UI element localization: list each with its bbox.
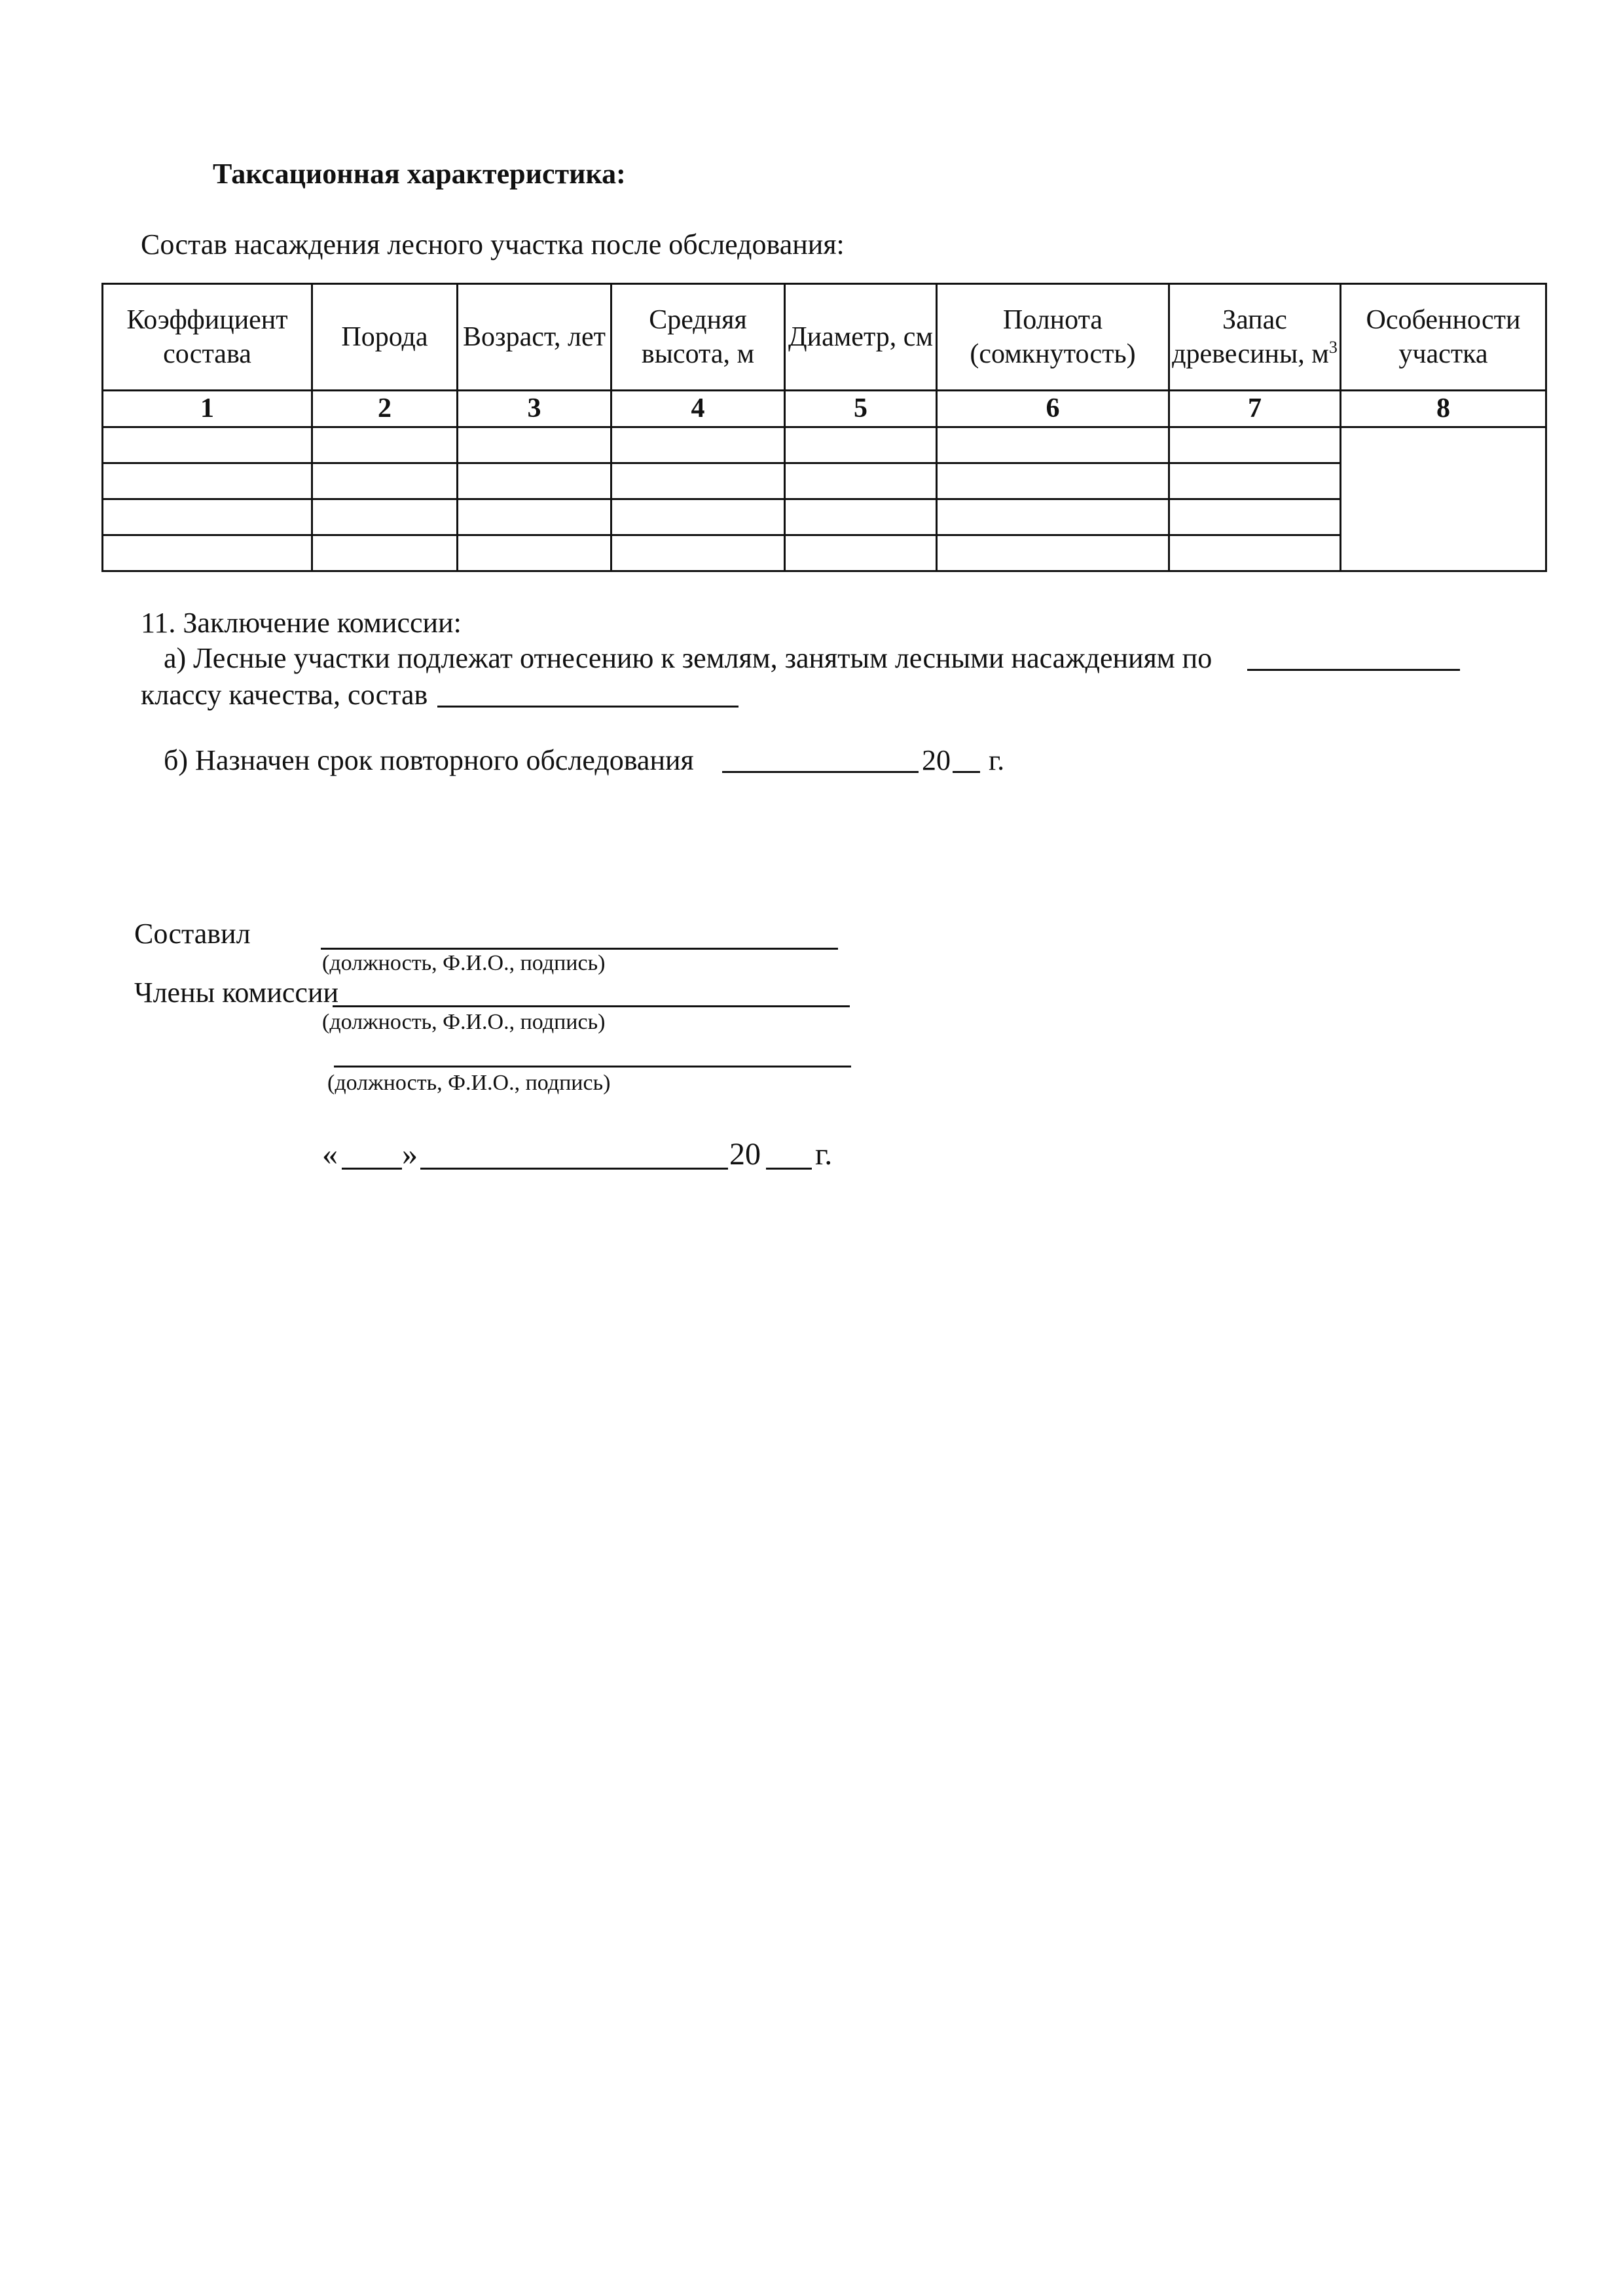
table-cell[interactable] (1169, 499, 1341, 535)
column-number: 7 (1169, 391, 1341, 427)
table-row (103, 499, 1546, 535)
reinspection-year-suffix: г. (989, 744, 1005, 776)
date-month-blank[interactable] (420, 1168, 728, 1170)
table-cell[interactable] (611, 427, 785, 463)
table-cell[interactable] (937, 463, 1169, 499)
table-header-row (103, 284, 1546, 391)
column-number: 3 (458, 391, 611, 427)
table-cell[interactable] (937, 427, 1169, 463)
site-features-merged-cell[interactable] (1341, 427, 1546, 571)
quality-class-blank[interactable] (1247, 669, 1460, 671)
table-caption: Состав насаждения лесного участка после обследования: (141, 228, 845, 260)
table-cell[interactable] (312, 535, 458, 571)
table-cell[interactable] (611, 499, 785, 535)
composition-blank[interactable] (437, 706, 739, 708)
date-open-quote: « (322, 1137, 338, 1172)
section-heading: Таксационная характеристика: (213, 158, 626, 190)
table-cell[interactable] (937, 535, 1169, 571)
date-close-quote: » (402, 1137, 418, 1172)
table-cell[interactable] (785, 499, 937, 535)
date-day-blank[interactable] (342, 1168, 402, 1170)
header-composition-coefficient: Коэффициент состава (103, 284, 312, 391)
table-cell[interactable] (458, 535, 611, 571)
table-cell[interactable] (103, 499, 312, 535)
commission-members-label: Члены комиссии (134, 977, 339, 1009)
table-cell[interactable] (785, 535, 937, 571)
compiled-by-signature-line[interactable] (321, 948, 838, 950)
column-number: 2 (312, 391, 458, 427)
compiled-by-label: Составил (134, 918, 251, 950)
table-row (103, 427, 1546, 463)
reinspection-year-blank[interactable] (953, 771, 980, 773)
column-number: 5 (785, 391, 937, 427)
header-site-features: Особенности участка (1341, 284, 1546, 391)
header-wood-stock (1169, 284, 1341, 391)
table-cell[interactable] (611, 535, 785, 571)
column-number-row (103, 391, 1546, 427)
header-diameter: Диаметр, см (785, 284, 937, 391)
member-signature-line[interactable] (334, 1066, 851, 1067)
table-cell[interactable] (312, 463, 458, 499)
table-cell[interactable] (458, 427, 611, 463)
table-cell[interactable] (103, 535, 312, 571)
header-age: Возраст, лет (458, 284, 611, 391)
header-species: Порода (312, 284, 458, 391)
taxation-table (101, 283, 1547, 572)
column-number: 8 (1341, 391, 1546, 427)
signature-caption: (должность, Ф.И.О., подпись) (327, 1071, 611, 1095)
table-cell[interactable] (785, 427, 937, 463)
table-cell[interactable] (785, 463, 937, 499)
table-cell[interactable] (1169, 427, 1341, 463)
header-wood-stock-label: Запас древесины, м (1172, 304, 1329, 369)
member-signature-line[interactable] (333, 1005, 850, 1007)
table-cell[interactable] (312, 427, 458, 463)
header-average-height: Средняя высота, м (611, 284, 785, 391)
date-year-blank[interactable] (766, 1168, 812, 1170)
conclusion-item-b: б) Назначен срок повторного обследования (164, 744, 694, 776)
conclusion-title: 11. Заключение комиссии: (141, 607, 462, 639)
table-cell[interactable] (458, 463, 611, 499)
conclusion-item-a-continuation: классу качества, состав (141, 679, 428, 711)
signature-caption: (должность, Ф.И.О., подпись) (322, 951, 606, 975)
table-cell[interactable] (103, 463, 312, 499)
header-density: Полнота (сомкнутость) (937, 284, 1169, 391)
table-cell[interactable] (312, 499, 458, 535)
reinspection-year-prefix: 20 (922, 744, 951, 776)
table-cell[interactable] (103, 427, 312, 463)
reinspection-date-blank[interactable] (722, 771, 919, 773)
signature-caption: (должность, Ф.И.О., подпись) (322, 1010, 606, 1034)
table-cell[interactable] (611, 463, 785, 499)
table-cell[interactable] (1169, 535, 1341, 571)
date-year-suffix: г. (815, 1137, 833, 1172)
column-number: 4 (611, 391, 785, 427)
table-cell[interactable] (1169, 463, 1341, 499)
table-cell[interactable] (937, 499, 1169, 535)
table-row (103, 463, 1546, 499)
date-year-prefix: 20 (729, 1137, 761, 1172)
cubic-superscript: 3 (1328, 338, 1338, 357)
conclusion-item-a: а) Лесные участки подлежат отнесению к землям, занятым лесными насаждениям по (164, 642, 1213, 674)
table-row (103, 535, 1546, 571)
table-cell[interactable] (458, 499, 611, 535)
column-number: 1 (103, 391, 312, 427)
column-number: 6 (937, 391, 1169, 427)
